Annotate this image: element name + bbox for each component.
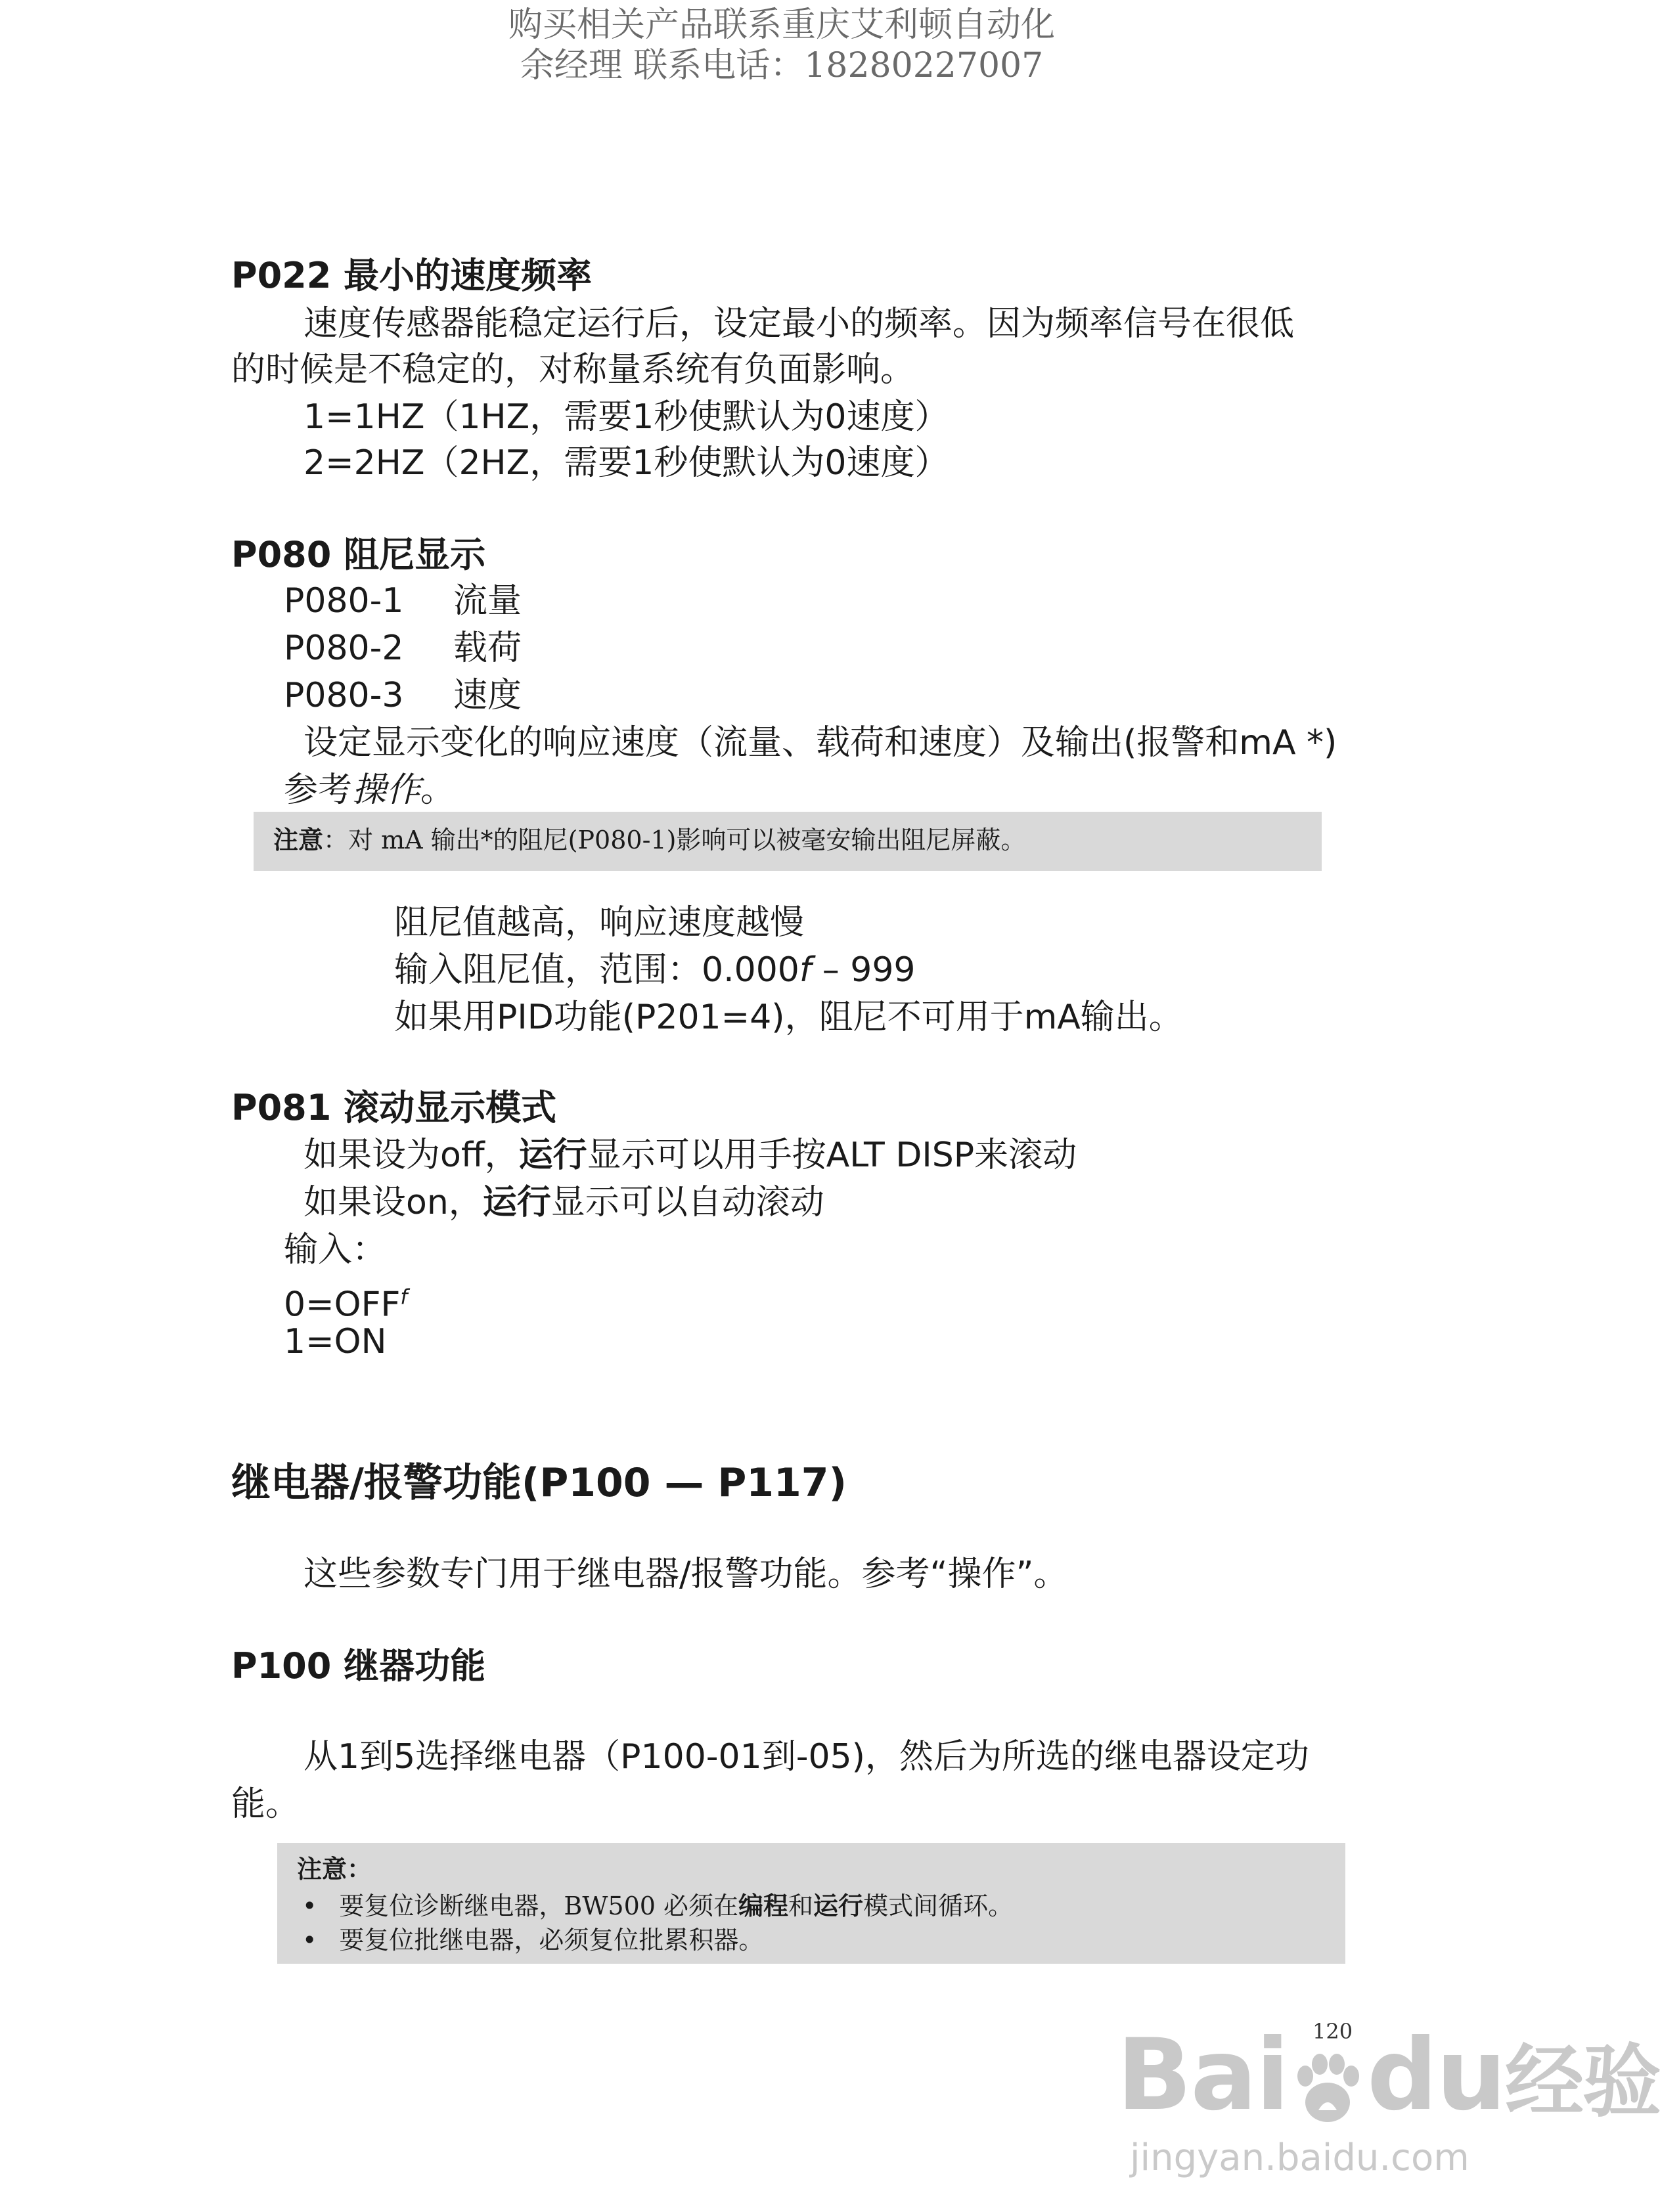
ref-prefix: 参考 xyxy=(284,770,353,810)
p022-option-1: 1=1HZ（1HZ，需要1秒使默认为0速度） xyxy=(303,397,949,437)
text: 显示可以用手按ALT DISP来滚动 xyxy=(587,1136,1077,1175)
logo-text-cn: 经验 xyxy=(1505,2037,1660,2128)
p022-title: P022 最小的速度频率 xyxy=(231,255,593,296)
p100-note-bullet-2 xyxy=(302,1923,763,1957)
baidu-jingyan-watermark xyxy=(1117,2018,1660,2181)
p080-item-2-label: 载荷 xyxy=(453,629,522,668)
bullet-icon: • xyxy=(302,1926,317,1955)
p022-body-line-1: 速度传感器能稳定运行后，设定最小的频率。因为频率信号在很低 xyxy=(303,304,1295,343)
p100-body-line-1: 从1到5选择继电器（P100-01到-05)，然后为所选的继电器设定功 xyxy=(303,1737,1309,1777)
p022-body-line-2: 的时候是不稳定的，对称量系统有负面影响。 xyxy=(231,350,915,389)
p080-line-3: 如果用PID功能(P201=4)，阻尼不可用于mA输出。 xyxy=(394,998,1183,1037)
header-line-2: 余经理 联系电话：18280227007 xyxy=(520,46,1044,85)
p080-item-1-code: P080-1 xyxy=(284,581,404,621)
p080-line-1: 阻尼值越高，响应速度越慢 xyxy=(394,903,805,942)
p080-item-1-label: 流量 xyxy=(453,581,522,621)
p081-title: P081 滚动显示模式 xyxy=(231,1087,557,1128)
p080-note xyxy=(273,823,1025,857)
range-suffix: – 999 xyxy=(811,950,916,990)
p080-item-3-label: 速度 xyxy=(453,676,522,715)
bullet-icon: • xyxy=(302,1891,317,1920)
text: 0=OFF xyxy=(284,1285,401,1325)
header-line-1: 购买相关产品联系重庆艾利顿自动化 xyxy=(508,5,1055,45)
text: 如果设为off， xyxy=(303,1136,519,1175)
logo-text: du xyxy=(1366,2018,1506,2133)
relay-section-title: 继电器/报警功能(P100 — P117) xyxy=(231,1460,847,1506)
p100-note-label: 注意： xyxy=(297,1854,372,1884)
ref-link-text: 操作 xyxy=(352,770,421,810)
run-mode-label: 运行 xyxy=(518,1136,587,1175)
text: 如果设on， xyxy=(303,1183,483,1222)
paw-icon xyxy=(1288,2043,1367,2121)
p022-option-2: 2=2HZ（2HZ，需要1秒使默认为0速度） xyxy=(303,443,949,483)
text: 和 xyxy=(788,1891,814,1920)
ref-suffix: 。 xyxy=(420,770,455,810)
factory-default-mark: f xyxy=(400,1285,408,1309)
p080-description: 设定显示变化的响应速度（流量、载荷和速度）及输出(报警和mA *) xyxy=(303,723,1337,763)
p080-title: P080 阻尼显示 xyxy=(231,534,486,575)
logo-text: Bai xyxy=(1117,2018,1288,2133)
relay-section-description: 这些参数专门用于继电器/报警功能。参考“操作”。 xyxy=(303,1555,1068,1594)
text: 显示可以自动滚动 xyxy=(550,1183,824,1222)
text: 模式间循环。 xyxy=(863,1891,1014,1920)
p100-body-line-2: 能。 xyxy=(231,1784,300,1824)
p081-line-1 xyxy=(303,1132,1077,1178)
range-prefix: 输入阻尼值，范围：0.000 xyxy=(394,950,799,990)
p081-option-on: 1=ON xyxy=(284,1322,387,1361)
p080-note-box xyxy=(254,812,1322,871)
text: 要复位批继电器，必须复位批累积器。 xyxy=(339,1926,764,1955)
p080-item-2-code: P080-2 xyxy=(284,629,404,668)
p080-item-3-code: P080-3 xyxy=(284,676,404,715)
p100-note-box xyxy=(277,1843,1345,1964)
text: 要复位诊断继电器，BW500 必须在 xyxy=(339,1891,739,1920)
p080-line-2 xyxy=(394,947,916,993)
run-mode-label: 运行 xyxy=(482,1183,551,1222)
baidu-logo xyxy=(1117,2018,1660,2135)
p081-input-label: 输入： xyxy=(284,1230,387,1270)
note-text: ：对 mA 输出*的阻尼(P080-1)影响可以被毫安输出阻尼屏蔽。 xyxy=(323,826,1026,854)
p100-title: P100 继器功能 xyxy=(231,1645,486,1687)
page-number: 120 xyxy=(1312,2019,1353,2044)
program-mode-label: 编程 xyxy=(738,1891,789,1920)
run-mode-label: 运行 xyxy=(813,1891,864,1920)
factory-default-mark: f xyxy=(799,950,812,990)
p081-line-2 xyxy=(303,1180,824,1226)
watermark-url: jingyan.baidu.com xyxy=(1130,2136,1469,2179)
note-label: 注意 xyxy=(273,825,324,854)
p100-note-bullet-1 xyxy=(302,1889,1013,1923)
p080-reference xyxy=(284,767,455,813)
